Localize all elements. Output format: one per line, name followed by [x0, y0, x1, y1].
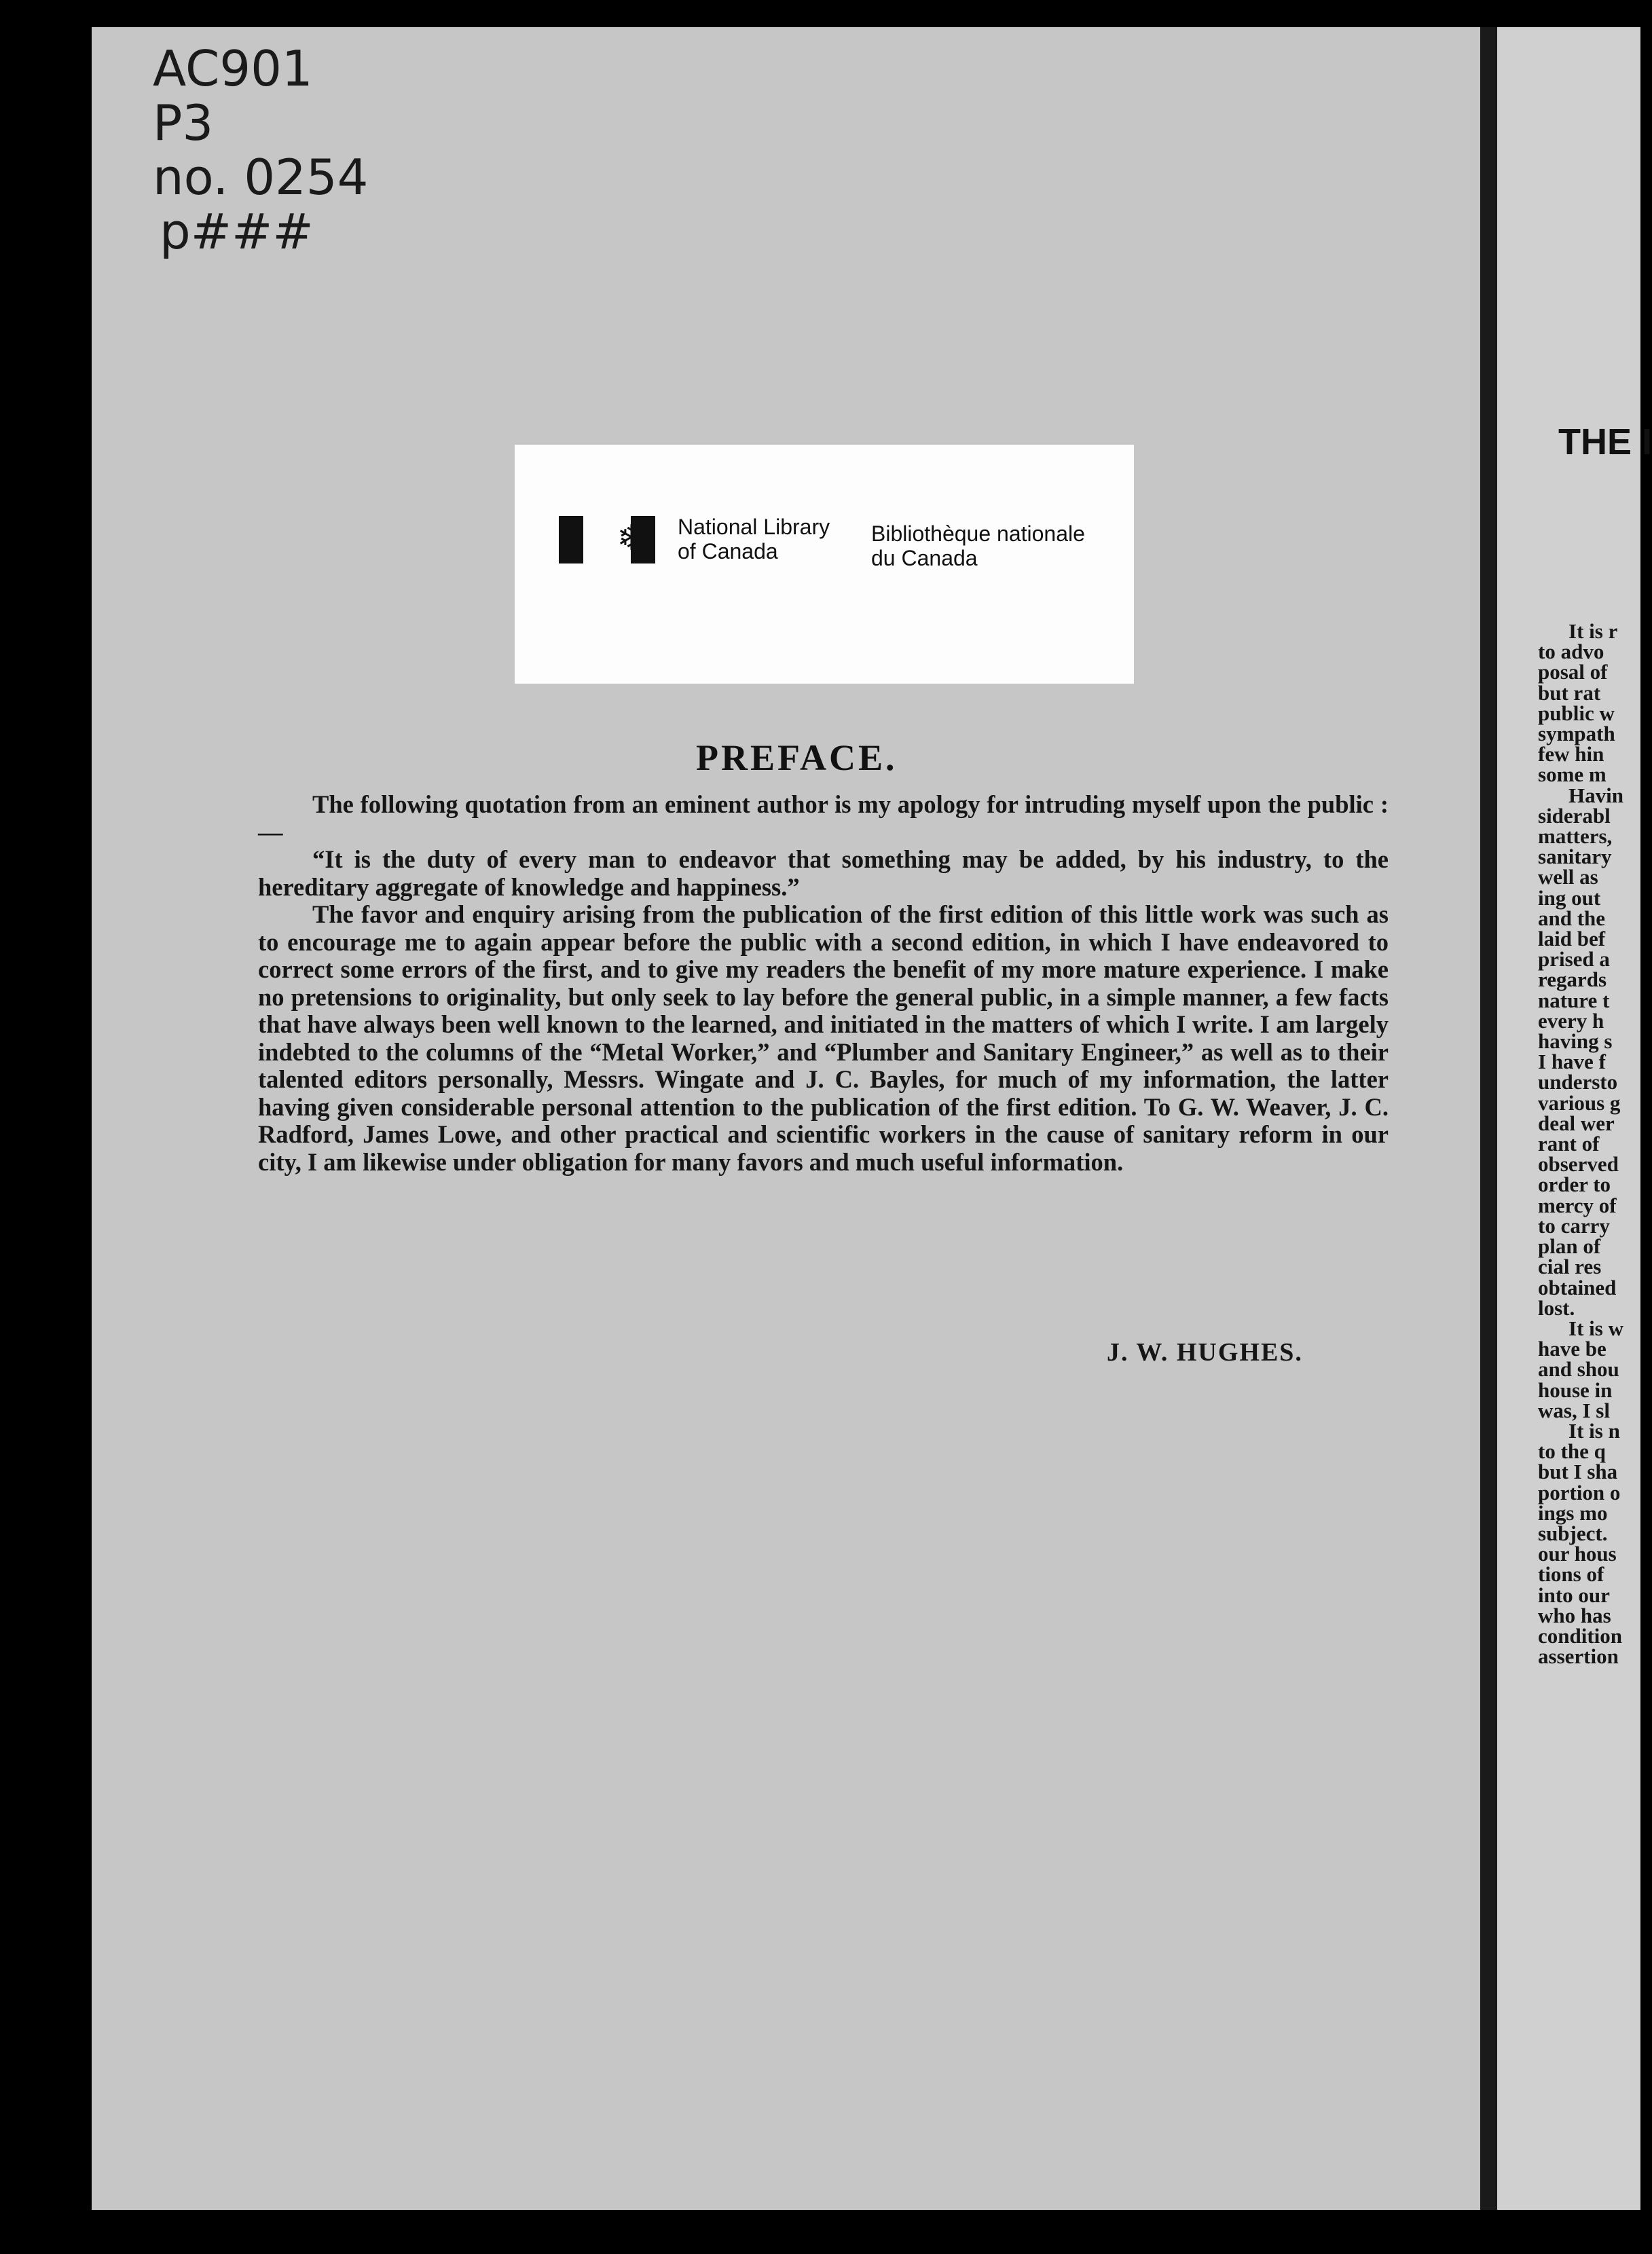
right-page-line: understo — [1538, 1070, 1618, 1094]
right-page-line: and shou — [1538, 1357, 1619, 1382]
stamp-french — [871, 521, 1085, 570]
page-gutter — [1480, 27, 1497, 2210]
right-page-line: It is r — [1568, 619, 1618, 643]
right-page-line: various g — [1538, 1090, 1621, 1115]
right-page-line: condition — [1538, 1623, 1623, 1648]
right-page-line: well as — [1538, 865, 1598, 889]
right-page-line: sanitary — [1538, 845, 1612, 869]
preface-body — [258, 791, 1389, 1176]
right-page-line: have be — [1538, 1337, 1607, 1361]
right-page-title: THE I — [1558, 422, 1652, 462]
handwritten-line: P3 — [153, 94, 214, 151]
right-page-line: plan of — [1538, 1234, 1601, 1259]
library-stamp — [515, 445, 1134, 684]
stamp-english-line: of Canada — [678, 539, 778, 564]
right-page-line: and the — [1538, 906, 1606, 930]
canada-flag-icon: ❄ — [559, 516, 655, 564]
right-page-line: some m — [1538, 762, 1607, 787]
preface-quotation: “It is the duty of every man to endeavor that something may be added, by his industry, to the hereditary aggregate of knowledge and happiness.” — [258, 845, 1389, 901]
right-page-line: having s — [1538, 1029, 1613, 1054]
right-page-line: matters, — [1538, 824, 1613, 849]
right-page-line: public w — [1538, 701, 1615, 725]
right-page-line: subject. — [1538, 1521, 1608, 1545]
stamp-english — [678, 515, 830, 564]
right-page-line: to the q — [1538, 1439, 1606, 1464]
handwritten-line: no. 0254 — [153, 149, 369, 206]
right-page-line: ings mo — [1538, 1500, 1608, 1525]
right-page-line: rant of — [1538, 1132, 1600, 1156]
right-page-line: few hin — [1538, 742, 1604, 766]
preface-paragraph: The favor and enquiry arising from the publication of the first edition of this little work was such as to encourage me to again appear before the public with a second edition, in which I have endeavored to correct some errors of the first, and to give my readers the benefit of my more mature experience. I make no pretensions to originality, but only seek to lay before the general public, in a simple manner, a few facts that have always been well known to the learned, and initiated in the matters of which I write. I am largely indebted to the columns of the “Metal Worker,” and “Plumber and Sanitary Engineer,” as well as to their talented editors personally, Messrs. Wingate and J. C. Bayles, for much of my information, the latter having given considerable personal attention to the publication of the first edition. To G. W. Weaver, J. C. Radford, James Lowe, and other practical and scientific workers in the cause of sanitary reform in our city, I am likewise under obligation for many favors and much useful information. — [258, 900, 1389, 1176]
right-page-line: our hous — [1538, 1542, 1617, 1566]
right-page-line: prised a — [1538, 947, 1610, 972]
right-page-line: observed — [1538, 1152, 1619, 1177]
right-page-text — [1538, 621, 1623, 1667]
right-page-line: but I sha — [1538, 1460, 1618, 1484]
right-page-line: ing out — [1538, 885, 1601, 910]
right-page-line: portion o — [1538, 1480, 1621, 1504]
right-page-line: regards — [1538, 967, 1607, 992]
stamp-english-line: National Library — [678, 515, 830, 539]
right-page-line: lost. — [1538, 1295, 1575, 1320]
right-page-line: posal of — [1538, 660, 1608, 684]
right-page-line: was, I sl — [1538, 1398, 1610, 1422]
right-page-line: siderabl — [1538, 803, 1611, 828]
right-page-line: who has — [1538, 1603, 1611, 1627]
right-page-line: every h — [1538, 1008, 1604, 1033]
handwritten-line: p### — [160, 203, 314, 260]
stamp-french-line: du Canada — [871, 546, 978, 570]
right-page-line: into our — [1538, 1583, 1610, 1607]
right-page-line: It is n — [1568, 1418, 1620, 1443]
right-page-line: sympath — [1538, 722, 1615, 746]
right-page-line: laid bef — [1538, 927, 1606, 951]
right-page-line: house in — [1538, 1378, 1613, 1402]
right-page-line: cial res — [1538, 1255, 1602, 1279]
right-page-line: obtained — [1538, 1275, 1617, 1299]
stamp-french-line: Bibliothèque nationale — [871, 521, 1085, 546]
handwritten-line: AC901 — [153, 40, 313, 97]
right-page-line: to carry — [1538, 1213, 1610, 1238]
right-page-line: tions of — [1538, 1562, 1604, 1587]
preface-title: PREFACE. — [696, 737, 898, 778]
right-page-line: Havin — [1568, 783, 1623, 807]
right-page-line: deal wer — [1538, 1111, 1615, 1135]
right-page-line: order to — [1538, 1172, 1611, 1197]
preface-paragraph: The following quotation from an eminent author is my apology for intruding myself upon the public :— — [258, 790, 1389, 846]
right-page-line: assertion — [1538, 1644, 1619, 1669]
right-page-line: mercy of — [1538, 1193, 1617, 1217]
right-page-line: It is w — [1568, 1316, 1623, 1340]
right-page-line: I have f — [1538, 1050, 1606, 1074]
right-page-line: nature t — [1538, 988, 1610, 1012]
right-page-line: to advo — [1538, 640, 1604, 664]
author-signature: J. W. HUGHES. — [1107, 1338, 1303, 1367]
right-page-line: but rat — [1538, 680, 1601, 705]
